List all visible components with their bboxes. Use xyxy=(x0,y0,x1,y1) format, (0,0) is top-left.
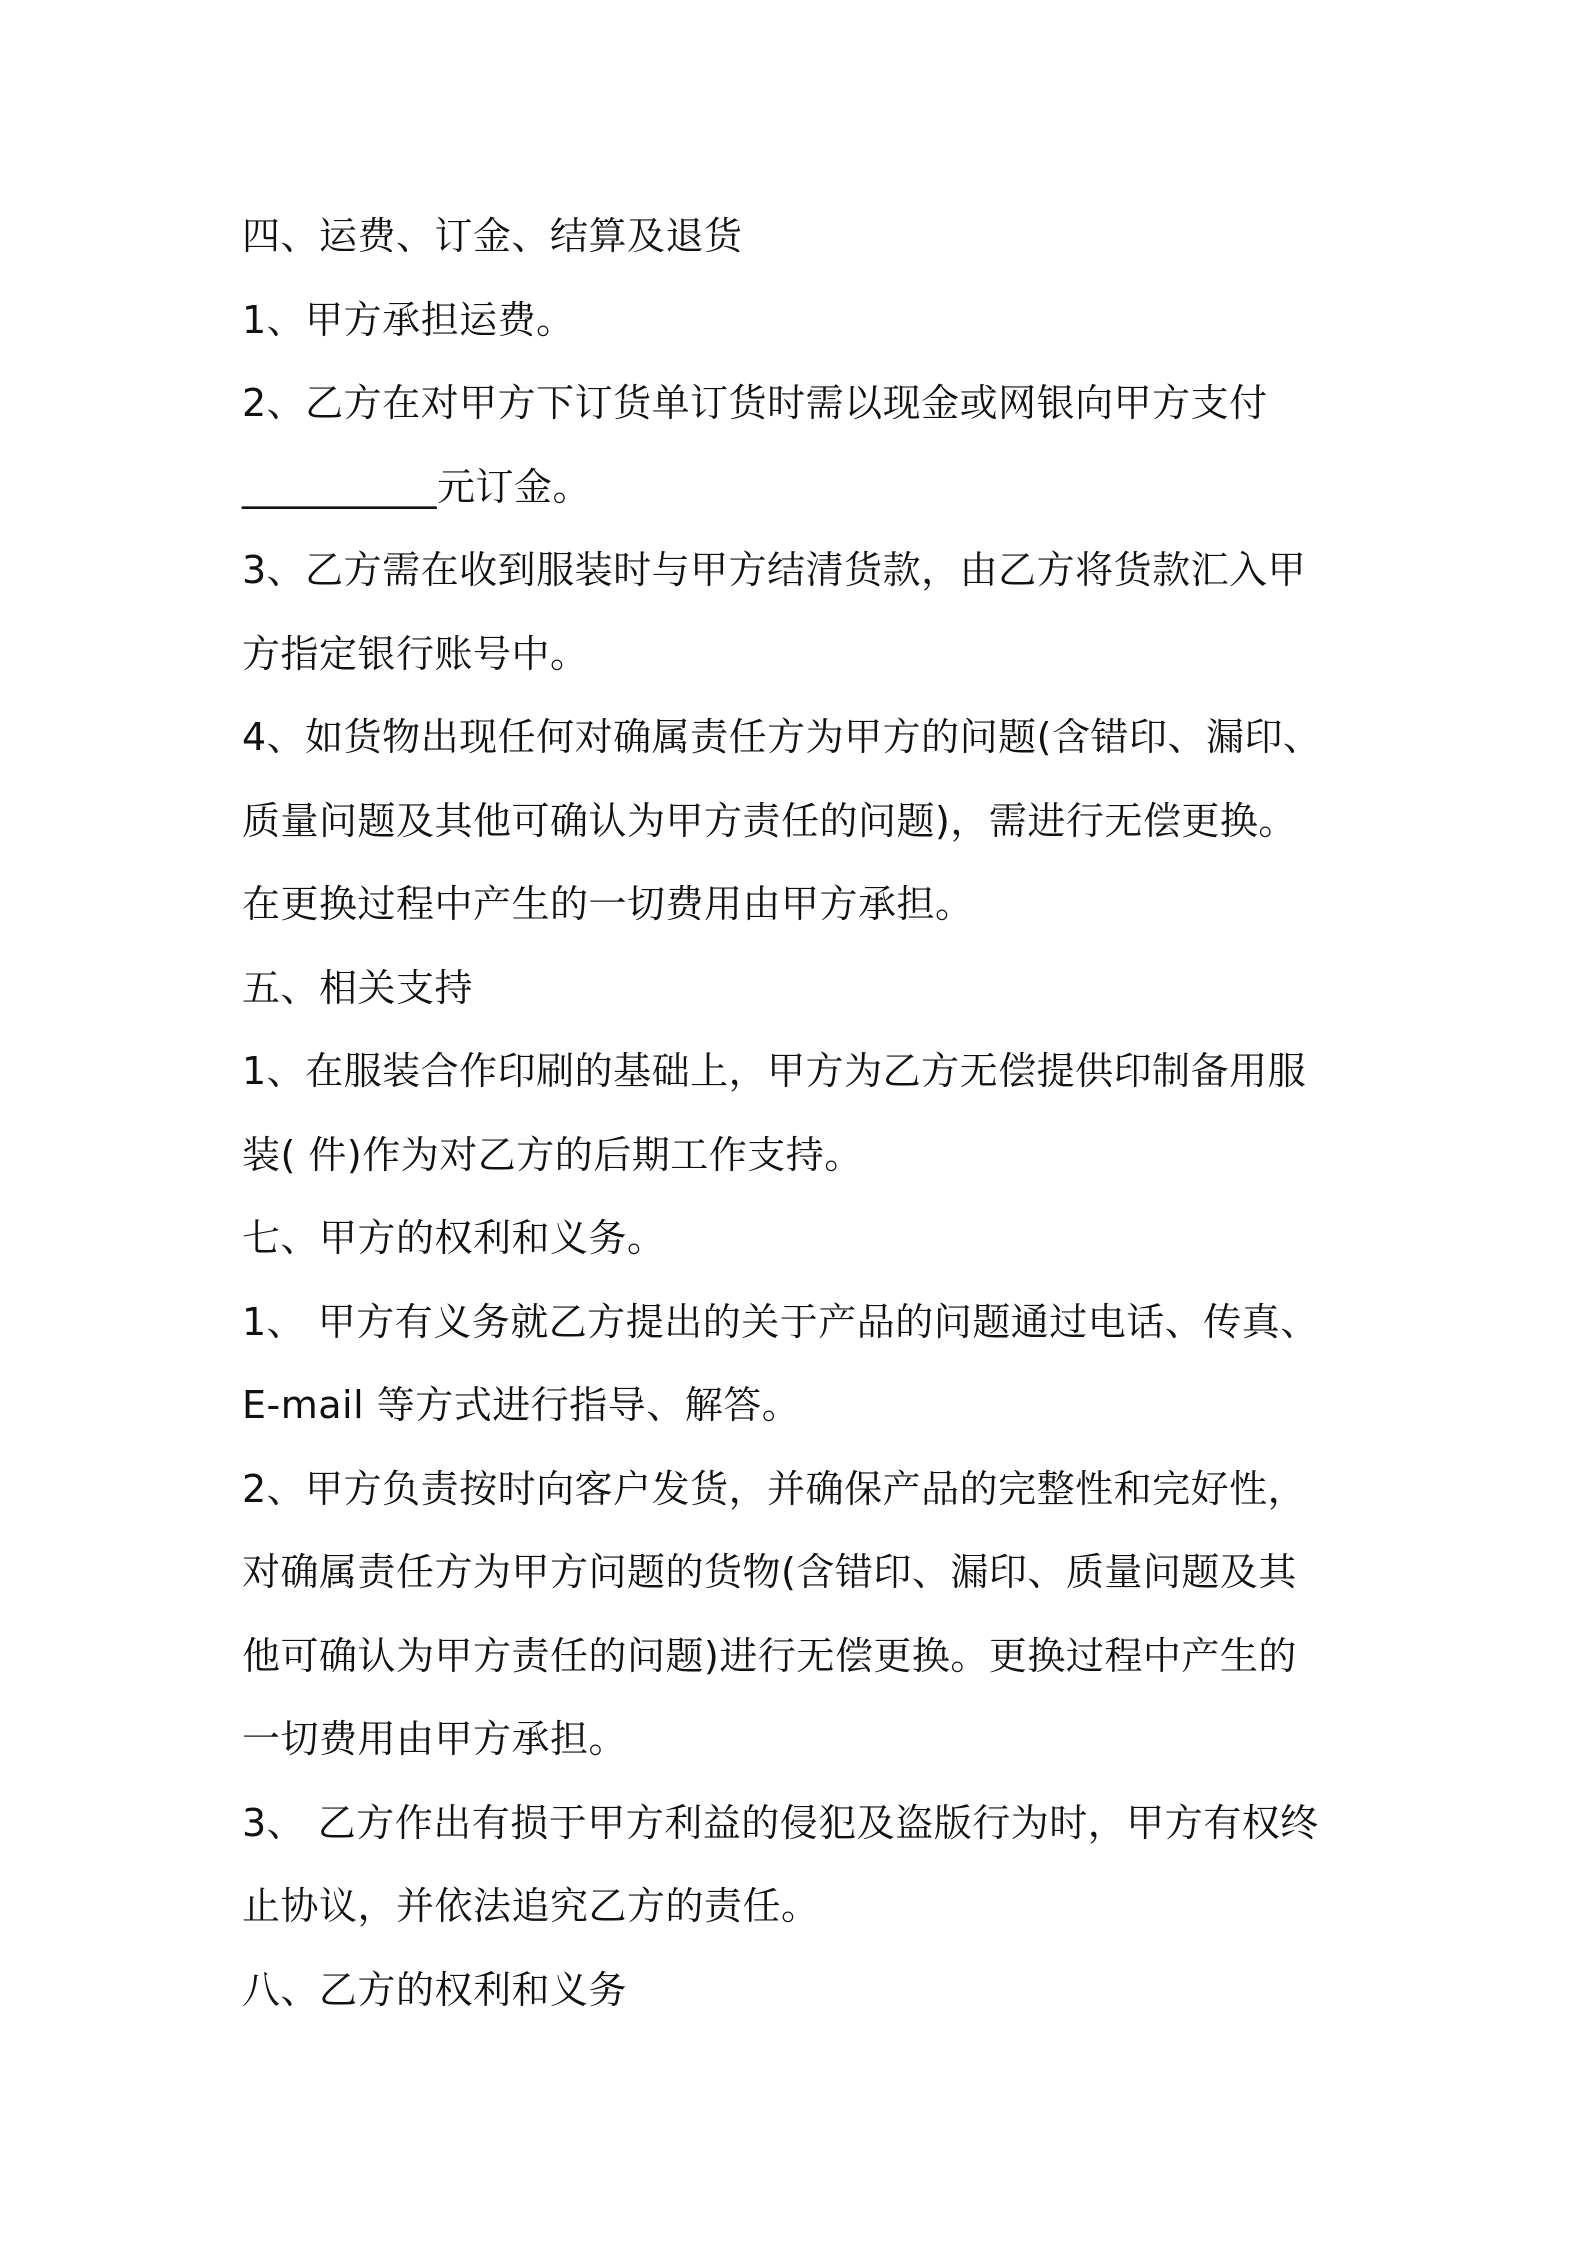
paragraph-line: 3、乙方需在收到服装时与甲方结清货款，由乙方将货款汇入甲 xyxy=(242,548,1307,592)
document-body xyxy=(242,195,1362,2032)
paragraph-line: 4、如货物出现任何对确属责任方为甲方的问题(含错印、漏印、 xyxy=(242,715,1322,759)
paragraph-line: 他可确认为甲方责任的问题)进行无偿更换。更换过程中产生的 xyxy=(242,1633,1297,1678)
paragraph-line: 2、乙方在对甲方下订货单订货时需以现金或网银向甲方支付 xyxy=(242,381,1268,425)
section-heading-4: 四、运费、订金、结算及退货 xyxy=(242,214,743,258)
paragraph-line: 止协议，并依法追究乙方的责任。 xyxy=(242,1884,820,1928)
paragraph-line: 方指定银行账号中。 xyxy=(242,631,589,676)
paragraph-line: E-mail 等方式进行指导、解答。 xyxy=(242,1383,801,1427)
paragraph-line: __________元订金。 xyxy=(242,464,592,509)
paragraph-line: 一切费用由甲方承担。 xyxy=(242,1717,628,1761)
paragraph-line: 2、甲方负责按时向客户发货，并确保产品的完整性和完好性， xyxy=(242,1466,1307,1511)
section-heading-8: 八、乙方的权利和义务 xyxy=(242,1967,628,2012)
paragraph-line: 质量问题及其他可确认为甲方责任的问题)，需进行无偿更换。 xyxy=(242,798,1297,843)
paragraph-line: 1、 甲方有义务就乙方提出的关于产品的问题通过电话、传真、 xyxy=(242,1299,1319,1344)
section-heading-7: 七、甲方的权利和义务。 xyxy=(242,1216,666,1260)
paragraph-line: 3、 乙方作出有损于甲方利益的侵犯及盗版行为时，甲方有权终 xyxy=(242,1800,1319,1845)
paragraph-line: 1、在服装合作印刷的基础上，甲方为乙方无偿提供印制备用服 xyxy=(242,1049,1307,1093)
paragraph-line: 装( 件)作为对乙方的后期工作支持。 xyxy=(242,1132,863,1177)
paragraph-line: 在更换过程中产生的一切费用由甲方承担。 xyxy=(242,882,974,926)
paragraph-line: 1、甲方承担运费。 xyxy=(242,297,575,342)
paragraph-line: 对确属责任方为甲方问题的货物(含错印、漏印、质量问题及其 xyxy=(242,1550,1297,1594)
section-heading-5: 五、相关支持 xyxy=(242,965,474,1010)
